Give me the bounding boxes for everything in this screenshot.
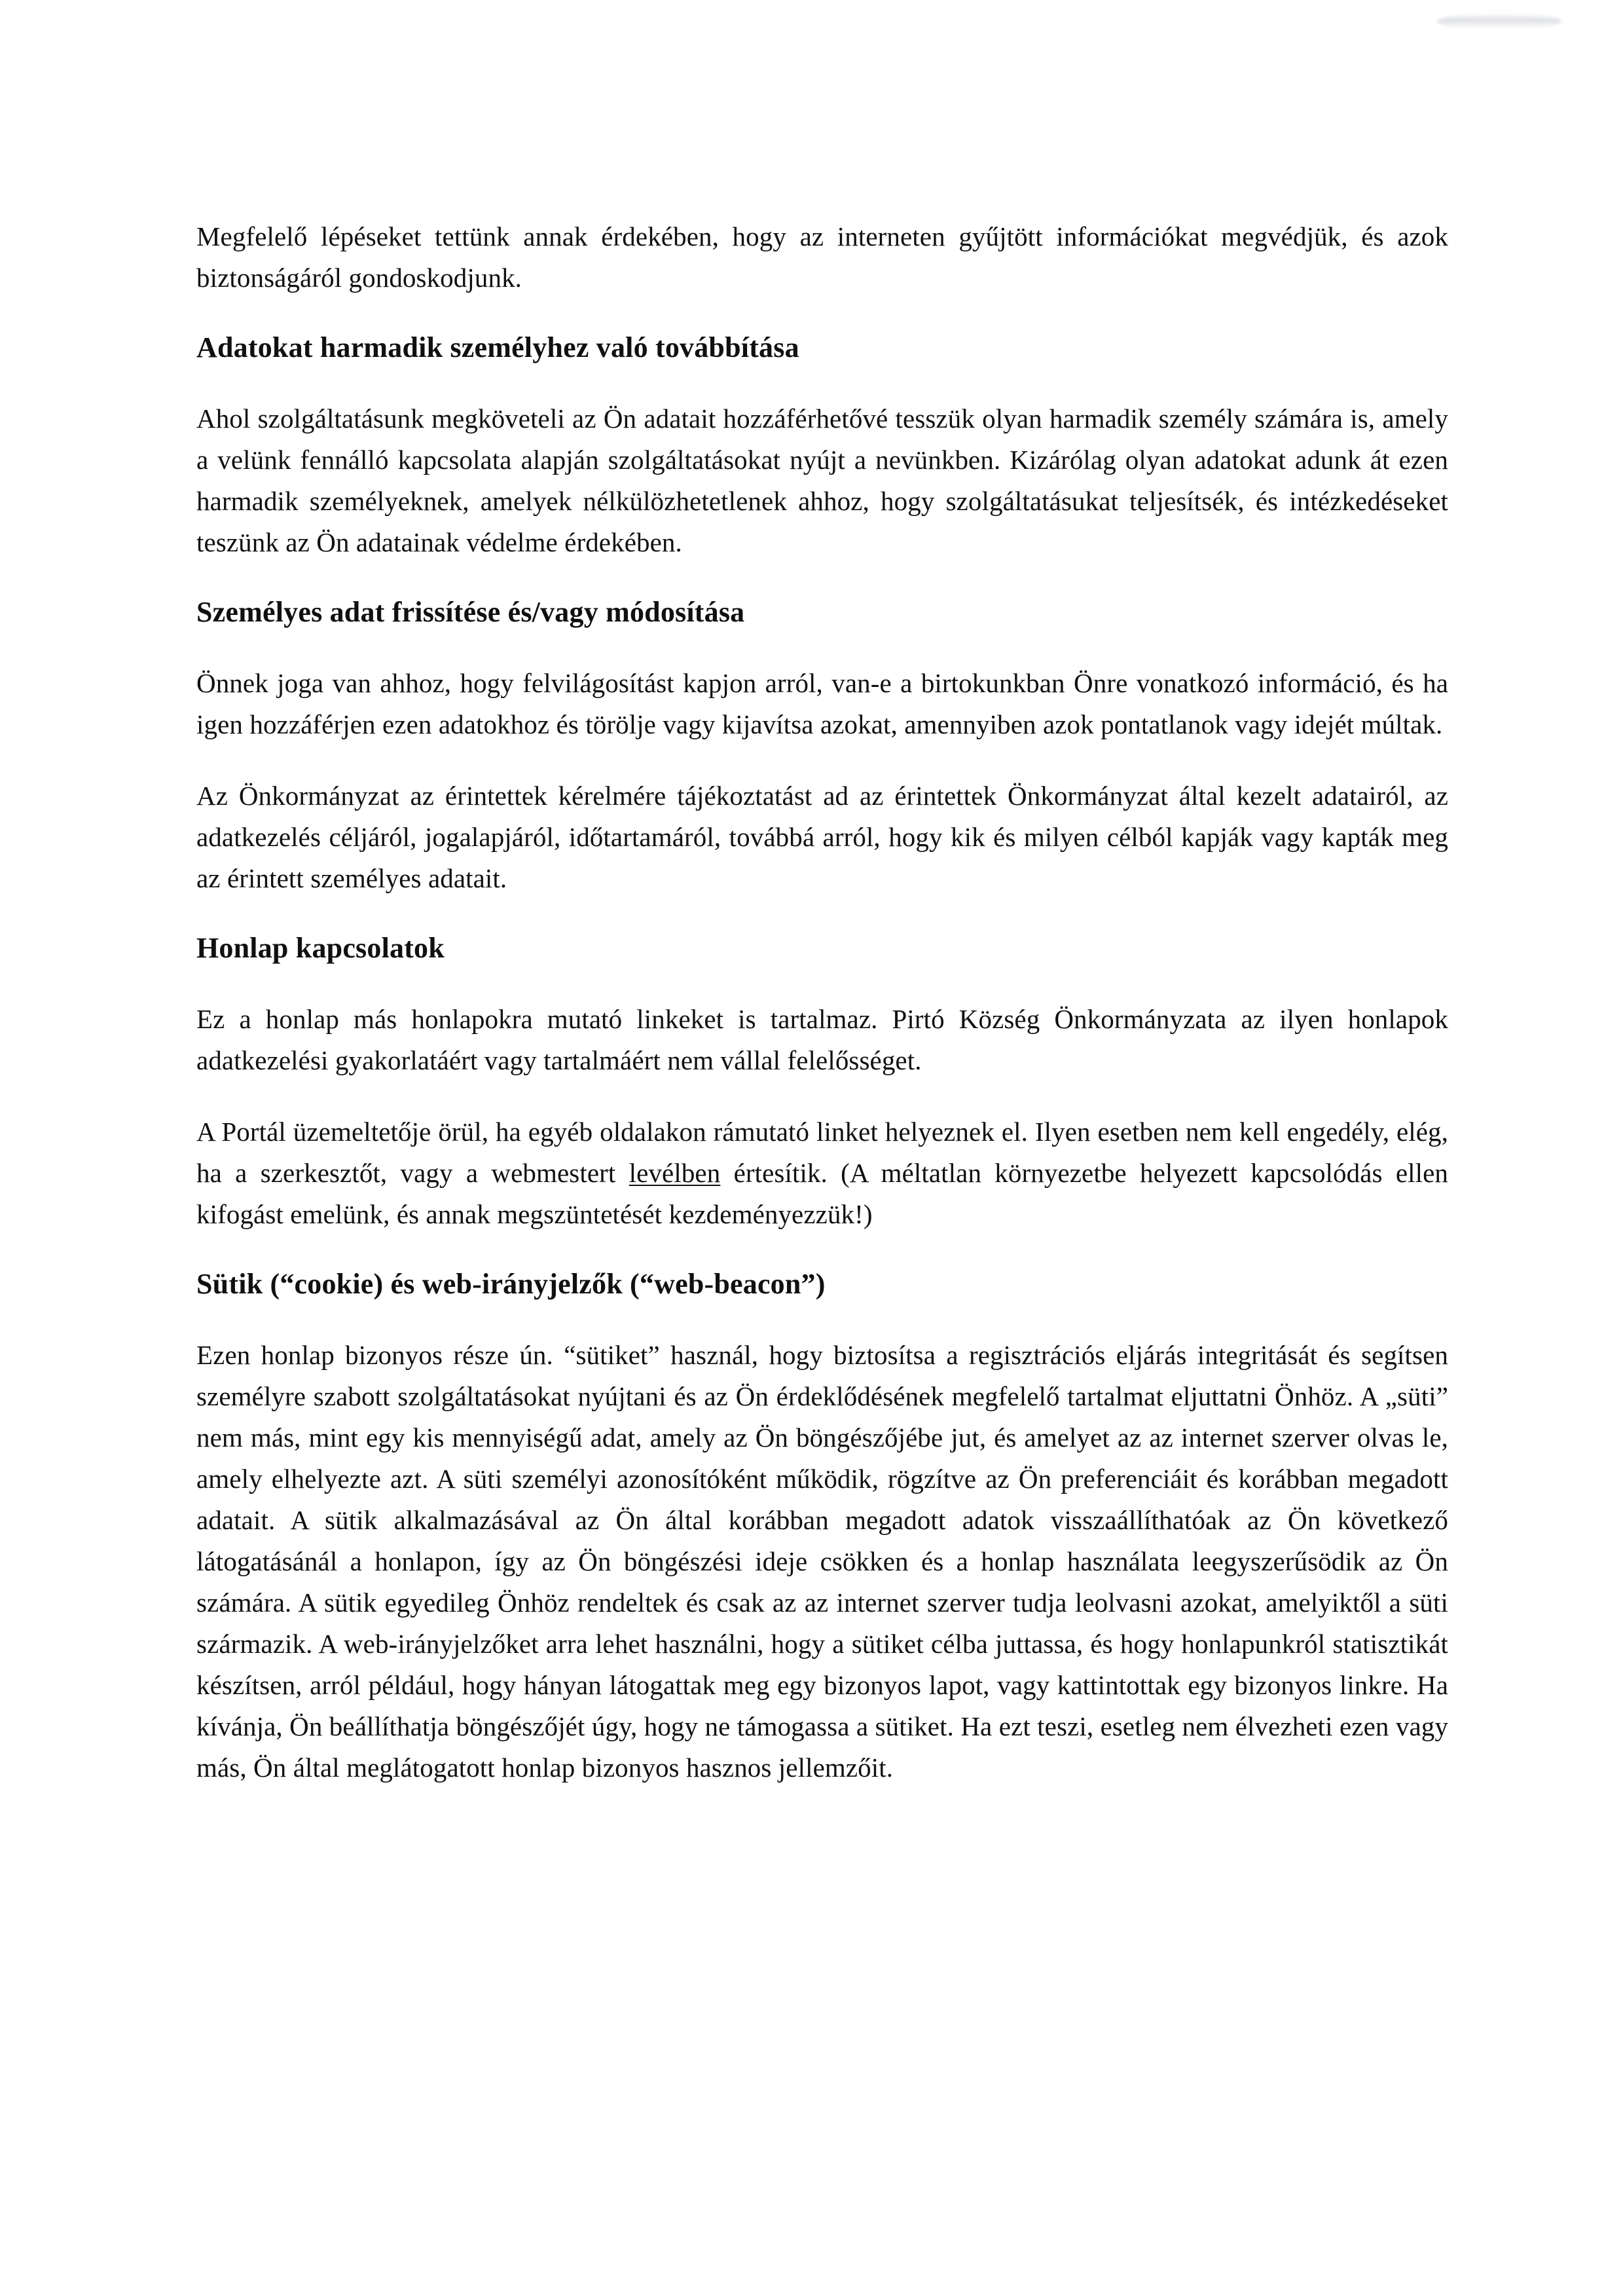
levelben-link[interactable]: levélben xyxy=(629,1158,721,1188)
heading-harmadik-szemely: Adatokat harmadik személyhez való továbbítása xyxy=(196,331,799,363)
heading-honlap-kapcsolatok: Honlap kapcsolatok xyxy=(196,932,445,964)
heading-szemelyes-adat-frissitese: Személyes adat frissítése és/vagy módosítása xyxy=(196,596,745,628)
portal-uzemeltetoje-paragraph xyxy=(196,1111,1448,1235)
scan-artifact-smudge xyxy=(1437,13,1561,30)
heading-sutik-web-beacon: Sütik (“cookie) és web-irányjelzők (“web-beacon”) xyxy=(196,1268,826,1300)
honlap-kapcsolatok-paragraph: Ez a honlap más honlapokra mutató linkeket is tartalmaz. Pirtó Község Önkormányzata az ilyen honlapok adatkezelési gyakorlatáért vagy tartalmáért nem vállal felelősséget. xyxy=(196,1004,1448,1075)
intro-paragraph: Megfelelő lépéseket tettünk annak érdekében, hogy az interneten gyűjtött információkat megvédjük, és azok biztonságáról gondoskodjunk. xyxy=(196,221,1448,293)
portal-paragraph-text-after-link: értesítik. (A méltatlan környezetbe helyezett kapcsolódás ellen kifogást emelünk, és annak megszüntetését kezdeményezzük!) xyxy=(196,1158,1449,1229)
sutik-paragraph: Ezen honlap bizonyos része ún. “sütiket” használ, hogy biztosítsa a regisztrációs eljárás integritását és segítsen személyre szabott szolgáltatásokat nyújtani és az Ön érdeklődésének megfelelő tartalmat eljuttatni Önhöz. A „süti” nem más, mint egy kis mennyiségű adat, amely az Ön böngészőjébe jut, és amelyet az az internet szerver olvas le, amely elhelyezte azt. A süti személyi azonosítóként működik, rögzítve az Ön preferenciáit és korábban megadott adatait. A sütik alkalmazásával az Ön által korábban megadott adatok visszaállíthatóak az Ön következő látogatásánál a honlapon, így az Ön böngészési ideje csökken és a honlap használata leegyszerűsödik az Ön számára. A sütik egyedileg Önhöz rendeltek és csak az az internet szerver tudja leolvasni azokat, amelyiktől a süti származik. A web-irányjelzőket arra lehet használni, hogy a sütiket célba juttassa, és hogy honlapunkról statisztikát készítsen, arról például, hogy hányan látogattak meg egy bizonyos lapot, vagy kattintottak egy bizonyos linkre. Ha kívánja, Ön beállíthatja böngészőjét úgy, hogy ne támogassa a sütiket. Ha ezt teszi, esetleg nem élvezheti ezen vagy más, Ön által meglátogatott honlap bizonyos hasznos jellemzőit. xyxy=(196,1340,1448,1783)
harmadik-szemely-paragraph: Ahol szolgáltatásunk megköveteli az Ön adatait hozzáférhetővé tesszük olyan harmadik személy számára is, amely a velünk fennálló kapcsolata alapján szolgáltatásokat nyújt a nevünkben. Kizárólag olyan adatokat adunk át ezen harmadik személyeknek, amelyek nélkülözhetetlenek ahhoz, hogy szolgáltatásukat teljesítsék, és intézkedéseket teszünk az Ön adatainak védelme érdekében. xyxy=(196,403,1448,557)
document-body xyxy=(196,216,1448,1788)
frissites-paragraph: Önnek joga van ahhoz, hogy felvilágosítást kapjon arról, van-e a birtokunkban Önre vonatkozó információ, és ha igen hozzáférjen ezen adatokhoz és törölje vagy kijavítsa azokat, amennyiben azok pontatlanok vagy idejét múltak. xyxy=(196,668,1448,739)
onkormanyzat-tajekoztatas-paragraph: Az Önkormányzat az érintettek kérelmére tájékoztatást ad az érintettek Önkormányzat által kezelt adatairól, az adatkezelés céljáról, jogalapjáról, időtartamáról, továbbá arról, hogy kik és milyen célból kapják vagy kapták meg az érintett személyes adatait. xyxy=(196,781,1448,893)
portal-paragraph-text-before-link: A Portál üzemeltetője örül, ha egyéb oldalakon rámutató linket helyeznek el. Ilyen esetben nem kell engedély, elég, ha a szerkesztőt, vagy a webmestert xyxy=(196,1117,1448,1188)
